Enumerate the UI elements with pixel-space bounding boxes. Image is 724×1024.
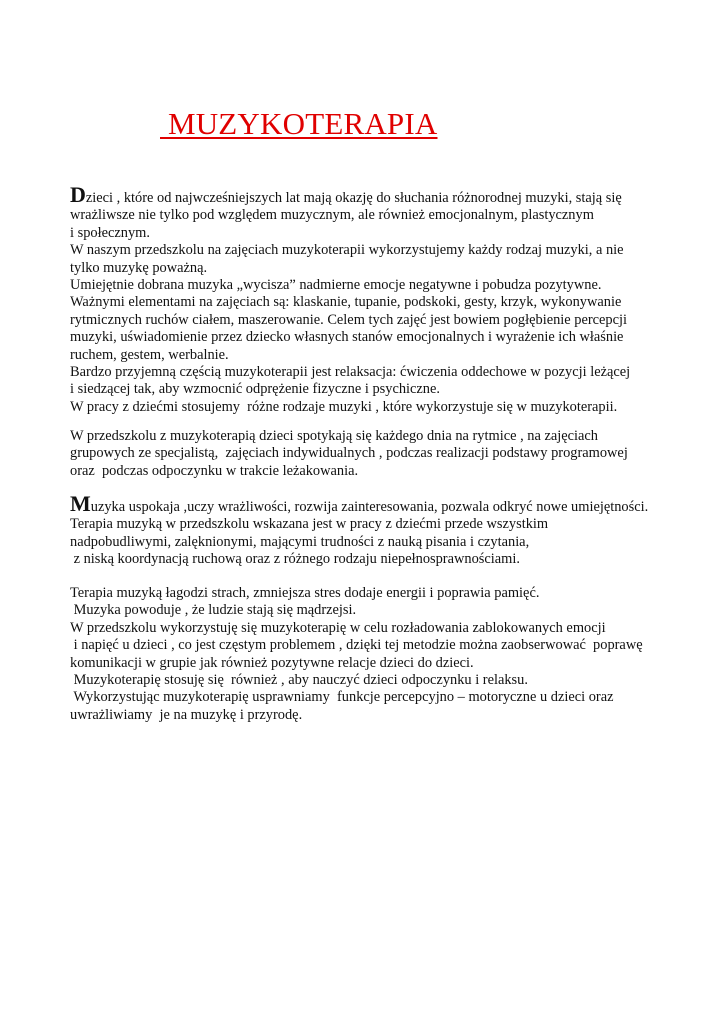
text-line: Muzyka powoduje , że ludzie stają się mądrzejsi. <box>70 602 357 619</box>
paragraph-block-intro <box>70 182 670 416</box>
text-line: W pracy z dziećmi stosujemy różne rodzaje muzyki , które wykorzystuje się w muzykoterapii. <box>70 398 618 415</box>
text-line <box>70 182 670 207</box>
text-line: wrażliwsze nie tylko pod względem muzycznym, ale również emocjonalnym, plastycznym <box>70 207 594 224</box>
paragraph-block-effects <box>70 585 670 724</box>
text-line: Terapia muzyką łagodzi strach, zmniejsza stres dodaje energii i poprawia pamięć. <box>70 585 540 601</box>
text-line <box>70 491 670 516</box>
text-line: Ważnymi elementami na zajęciach są: klaskanie, tupanie, podskoki, gesty, krzyk, wykonywanie <box>70 294 622 311</box>
text-line: tylko muzykę poważną. <box>70 259 208 276</box>
text-line: nadpobudliwymi, zalęknionymi, mającymi trudności z nauką pisania i czytania, <box>70 533 530 550</box>
drop-cap: D <box>70 182 86 207</box>
line-text: uzyka uspokaja ,uczy wrażliwości, rozwija zainteresowania, pozwala odkryć nowe umiejętności. <box>90 499 649 515</box>
text-line: W przedszkolu z muzykoterapią dzieci spotykają się każdego dnia na rytmice , na zajęciach <box>70 428 598 444</box>
text-line: W przedszkolu wykorzystuję się muzykoterapię w celu rozładowania zablokowanych emocji <box>70 619 606 636</box>
text-line: oraz podczas odpoczynku w trakcie leżakowania. <box>70 462 359 479</box>
line-text: zieci , które od najwcześniejszych lat mają okazję do słuchania różnorodnej muzyki, stają się <box>85 190 622 206</box>
text-line: ruchem, gestem, werbalnie. <box>70 346 229 363</box>
text-line: Umiejętnie dobrana muzyka „wycisza” nadmierne emocje negatywne i pobudza pozytywne. <box>70 277 602 294</box>
text-line: rytmicznych ruchów ciałem, maszerowanie. Celem tych zajęć jest bowiem pogłębienie percepcji <box>70 311 628 328</box>
text-line: Bardzo przyjemną częścią muzykoterapii jest relaksacja: ćwiczenia oddechowe w pozycji leżącej <box>70 364 631 381</box>
page-title: MUZYKOTERAPIA <box>160 106 438 141</box>
text-line: Terapia muzyką w przedszkolu wskazana jest w pracy z dziećmi przede wszystkim <box>70 516 549 533</box>
text-line: Wykorzystując muzykoterapię usprawniamy funkcje percepcyjno – motoryczne u dzieci oraz <box>70 689 614 706</box>
text-line: uwrażliwiamy je na muzykę i przyrodę. <box>70 706 303 723</box>
text-line: muzyki, uświadomienie przez dziecko własnych stanów emocjonalnych i wyrażenie ich właśnie <box>70 329 624 346</box>
text-line: komunikacji w grupie jak również pozytywne relacje dzieci do dzieci. <box>70 654 474 671</box>
text-line: grupowych ze specjalistą, zajęciach indywidualnych , podczas realizacji podstawy programowej <box>70 445 628 462</box>
text-line: z niską koordynacją ruchową oraz z różnego rodzaju niepełnosprawnościami. <box>70 551 520 568</box>
text-line: i społecznym. <box>70 224 150 241</box>
text-line: i siedzącej tak, aby wzmocnić odprężenie fizyczne i psychiczne. <box>70 381 440 398</box>
text-line: Muzykoterapię stosuję się również , aby nauczyć dzieci odpoczynku i relaksu. <box>70 672 528 689</box>
drop-cap: M <box>70 491 91 516</box>
paragraph-block-daily <box>70 428 670 480</box>
text-line: W naszym przedszkolu na zajęciach muzykoterapii wykorzystujemy każdy rodzaj muzyki, a nie <box>70 242 624 259</box>
paragraph-block-benefits <box>70 491 670 569</box>
text-line: i napięć u dzieci , co jest częstym problemem , dzięki tej metodzie można zaobserwować poprawę <box>70 637 643 654</box>
